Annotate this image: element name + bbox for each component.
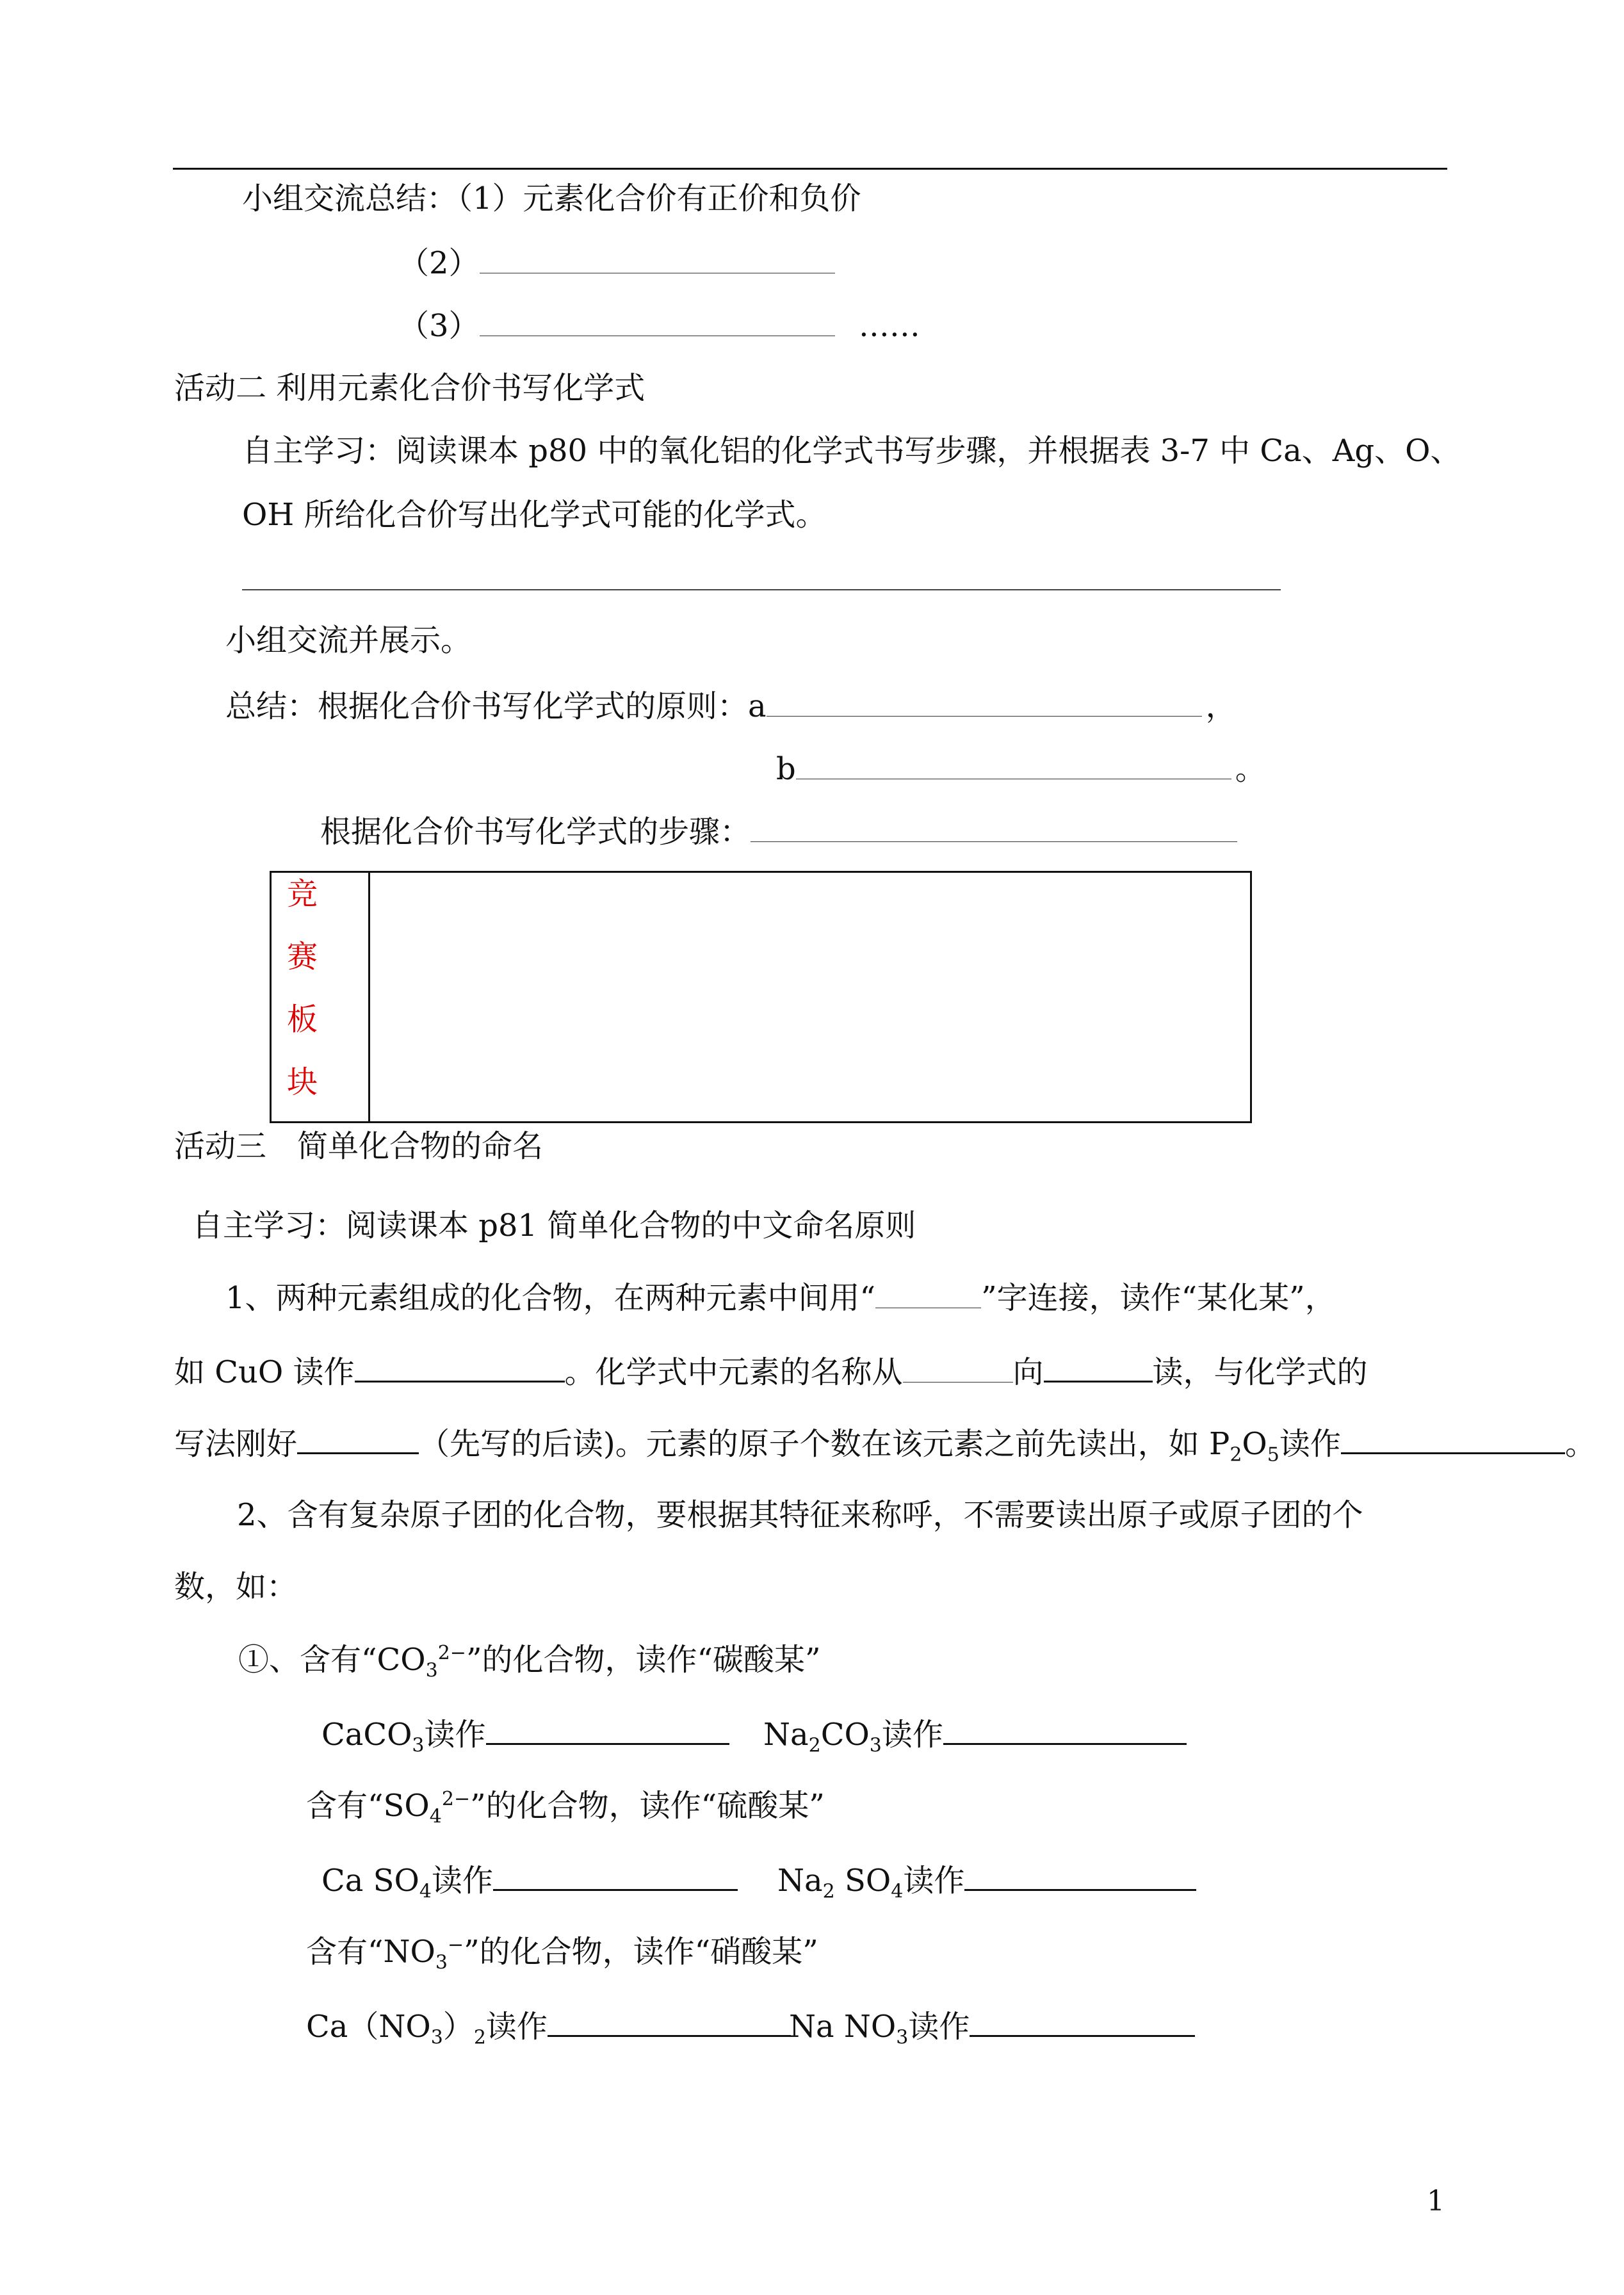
from-blank[interactable] [903, 1356, 1013, 1383]
caso4-blank[interactable] [493, 1863, 738, 1891]
answer-line[interactable] [242, 589, 1281, 590]
cuo-blank[interactable] [355, 1355, 565, 1383]
order-blank[interactable] [297, 1427, 419, 1454]
summary-item-3: （3） …… [398, 308, 920, 344]
paragraph-2-line-1: 2、含有复杂原子团的化合物，要根据其特征来称呼，不需要读出原子或原子团的个 [237, 1497, 1363, 1533]
contest-char: 竞 [287, 876, 318, 912]
principle-b-blank[interactable] [796, 753, 1231, 779]
nitrate-example-2: Na $NO_3$读作 [789, 2009, 1195, 2042]
cano32-blank[interactable] [548, 2009, 791, 2037]
activity-2-study-line-2: OH 所给化合价写出化学式可能的化学式。 [242, 497, 827, 533]
activity-2-heading: 活动二 利用元素化合价书写化学式 [174, 370, 646, 406]
activity-3-study: 自主学习：阅读课本 p81 简单化合物的中文命名原则 [192, 1208, 916, 1244]
nano3-blank[interactable] [970, 2009, 1195, 2037]
sulfate-example-2: $Na_2$ $SO_4$读作 [777, 1863, 1196, 1896]
p2o5-blank[interactable] [1341, 1427, 1565, 1454]
connector-blank[interactable] [875, 1282, 981, 1308]
paragraph-2-line-2: 数，如： [174, 1569, 298, 1605]
summary-line-1: 小组交流总结：（1）元素化合价有正价和负价 [242, 181, 861, 216]
contest-char: 块 [287, 1064, 318, 1100]
activity-2-study-line-1: 自主学习：阅读课本 p80 中的氧化铝的化学式书写步骤，并根据表 3-7 中 Ca、Ag、O、 [242, 433, 1461, 469]
na2co3-blank[interactable] [943, 1717, 1187, 1745]
caco3-blank[interactable] [486, 1717, 729, 1745]
principle-a: 总结：根据化合价书写化学式的原则：a ， [225, 688, 1237, 724]
to-blank[interactable] [1044, 1355, 1153, 1383]
principle-b: b 。 [776, 751, 1266, 787]
ellipsis: …… [858, 308, 920, 344]
summary-item-2: （2） [398, 247, 835, 279]
steps-line: 根据化合价书写化学式的步骤： [320, 816, 1237, 847]
nitrate-example-1: $Ca(NO_3)_2$读作 [306, 2009, 791, 2042]
answer-blank[interactable] [480, 310, 835, 336]
paragraph-1-line-2: 如 CuO 读作 。化学式中元素的名称从 向 读，与化学式的 [174, 1354, 1368, 1390]
na2so4-blank[interactable] [964, 1863, 1196, 1891]
contest-answer-area[interactable] [371, 873, 1249, 1121]
group-show: 小组交流并展示。 [225, 622, 472, 658]
contest-divider [368, 871, 370, 1123]
paragraph-1-line-1: 1、两种元素组成的化合物，在两种元素中间用“ ”字连接，读作“某化某”， [225, 1280, 1336, 1316]
activity-3-heading: 活动三 简单化合物的命名 [174, 1128, 544, 1164]
principle-a-blank[interactable] [767, 690, 1202, 717]
carbonate-example-2: $Na_2CO_3$读作 [763, 1717, 1187, 1750]
nitrate-rule: 含有“$NO_3^-$”的化合物，读作“硝酸某” [306, 1934, 818, 1974]
answer-blank[interactable] [480, 247, 835, 273]
header-rule [173, 168, 1447, 170]
page-number: 1 [1427, 2185, 1445, 2218]
carbonate-rule: ①、含有“$CO_3^{2-}$”的化合物，读作“碳酸某” [238, 1642, 821, 1682]
sulfate-rule: 含有“$SO_4^{2-}$”的化合物，读作“硫酸某” [306, 1788, 825, 1828]
sulfate-example-1: Ca $SO_4$读作 [321, 1863, 738, 1896]
contest-char: 板 [287, 1002, 318, 1037]
carbonate-example-1: CaCO$_3$读作 [321, 1717, 729, 1750]
steps-blank[interactable] [751, 816, 1237, 842]
paragraph-1-line-3: 写法刚好 （先写的后读)。元素的原子个数在该元素之前先读出，如 $P_2O_5$读作 。 [174, 1426, 1596, 1466]
contest-char: 赛 [287, 939, 318, 975]
